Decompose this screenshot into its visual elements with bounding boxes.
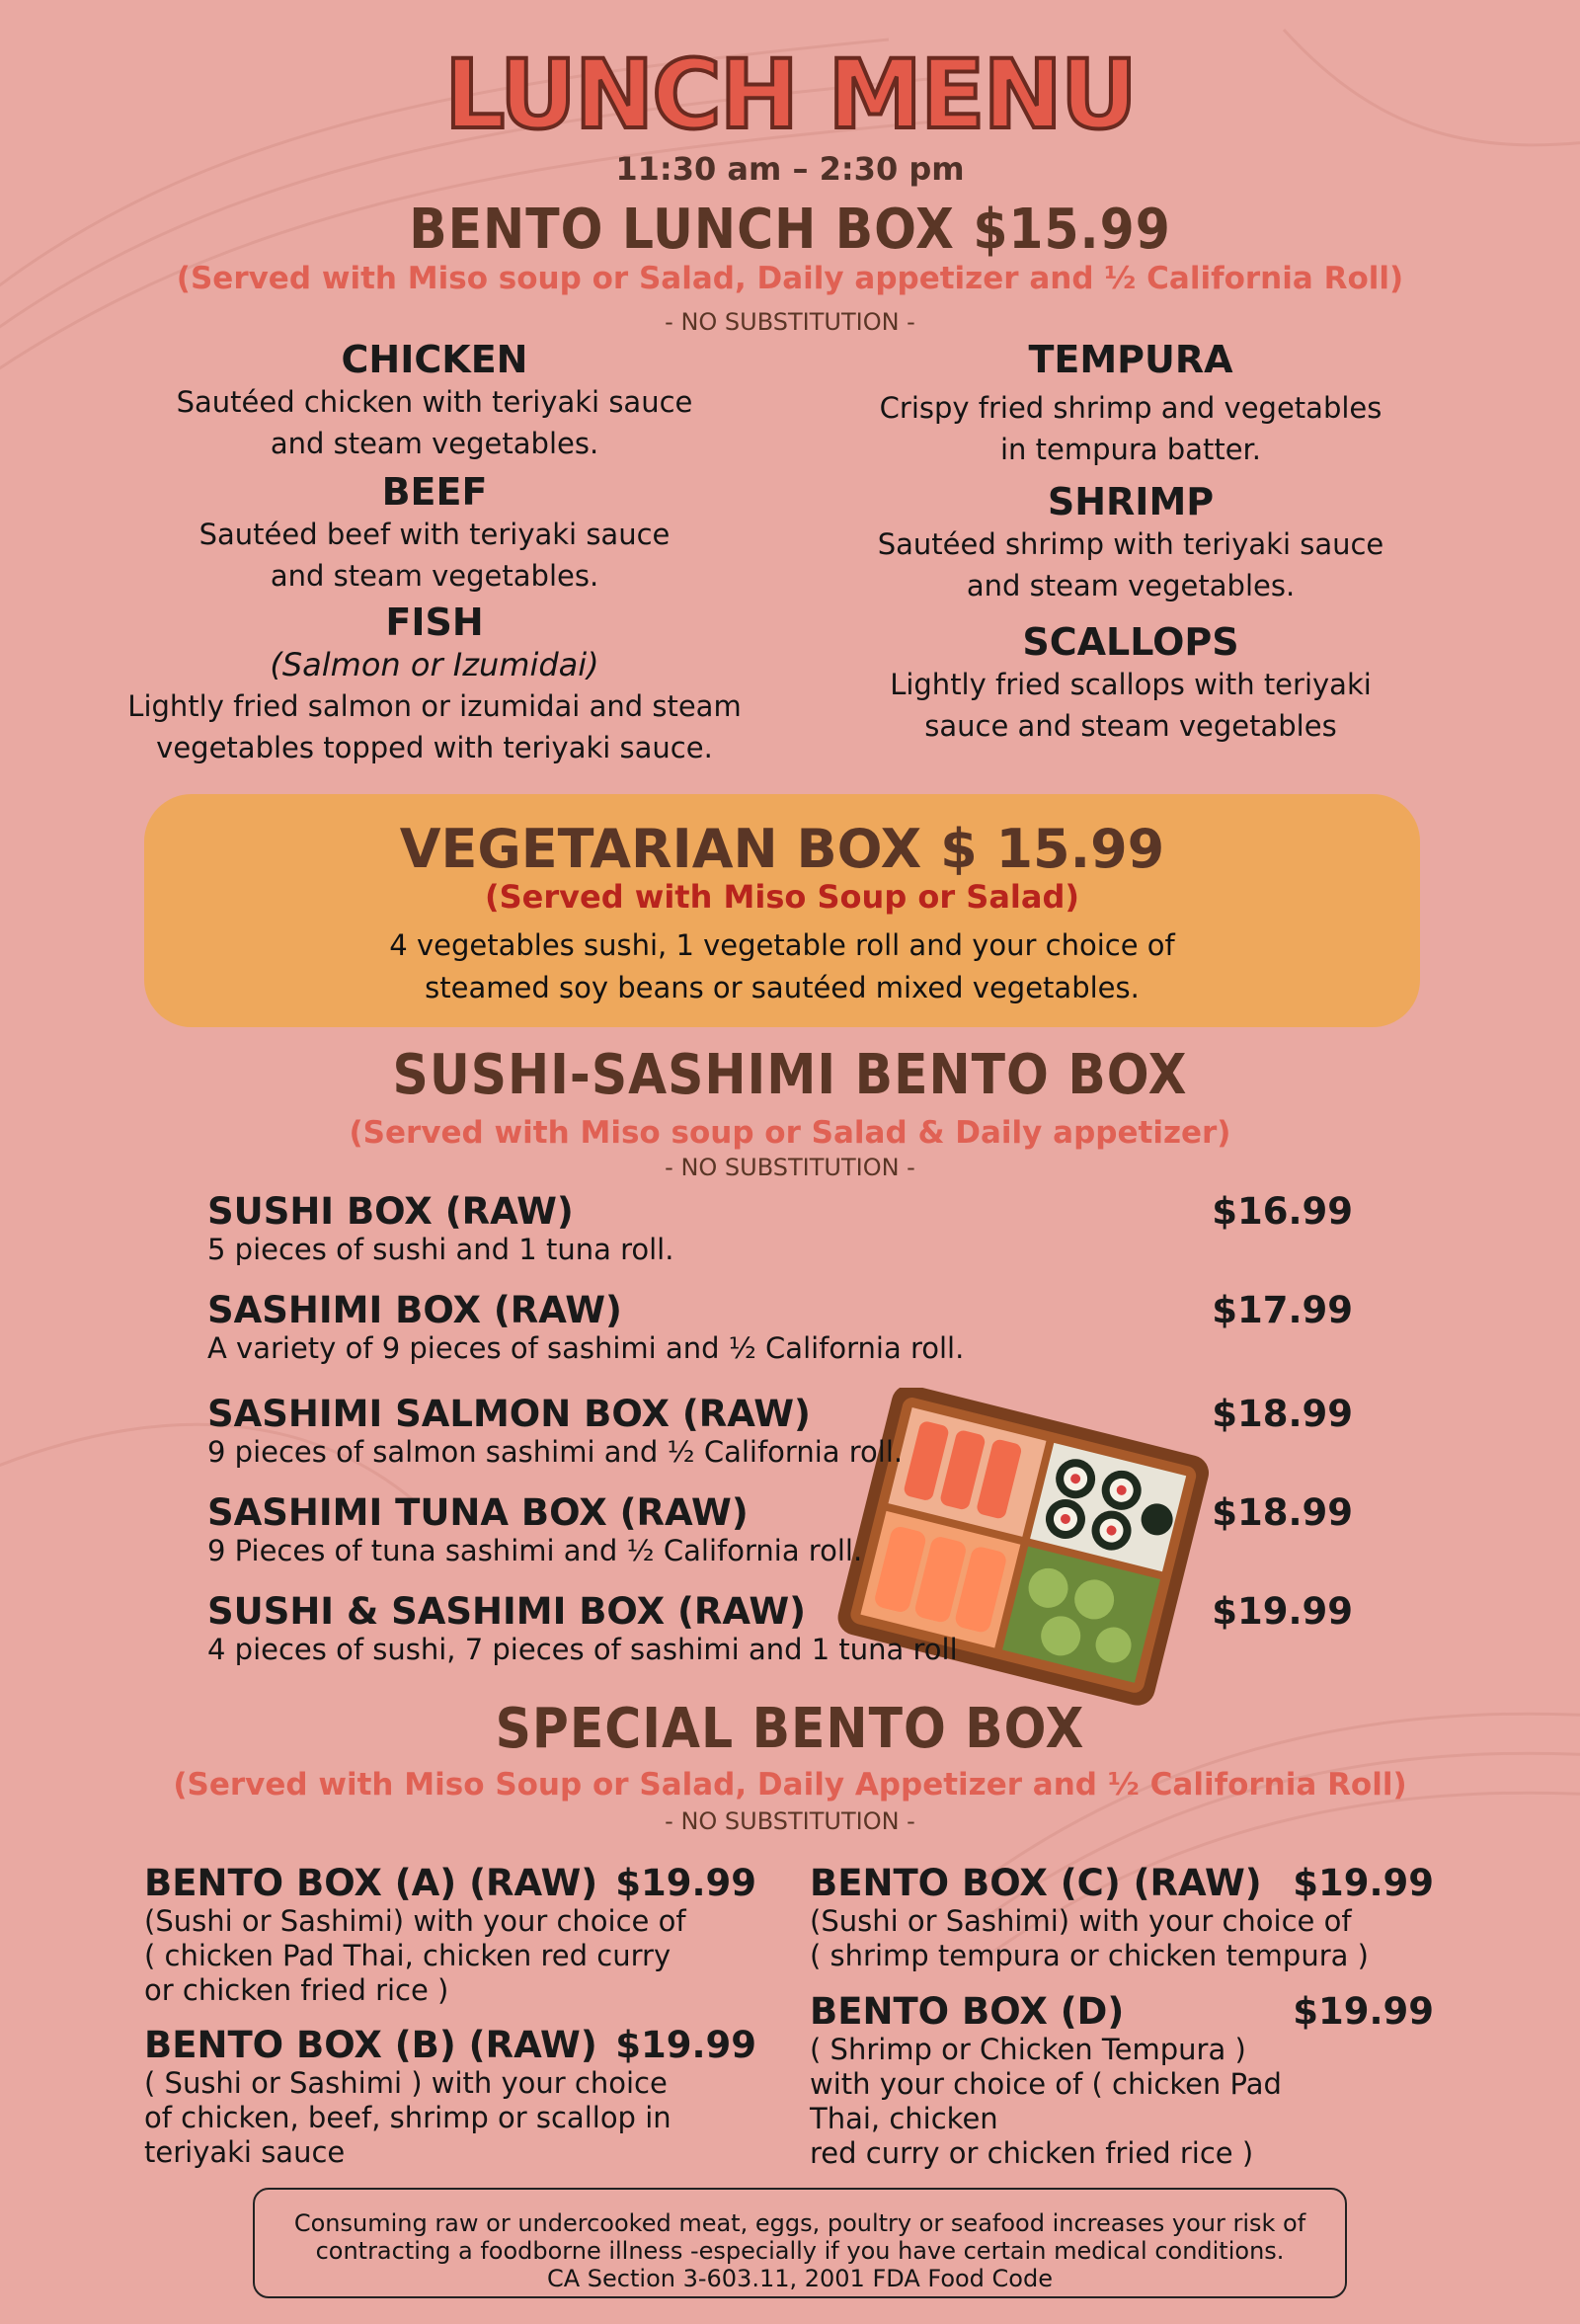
sp-price: $19.99	[1293, 1990, 1434, 2033]
row-desc: 9 pieces of salmon sashimi and ½ California roll.	[207, 1435, 904, 1469]
notice-line: Consuming raw or undercooked meat, eggs, poultry or seafood increases your risk of	[293, 2209, 1306, 2237]
vegetarian-desc	[144, 924, 1420, 1009]
row-desc: 5 pieces of sushi and 1 tuna roll.	[207, 1233, 674, 1266]
row-price: $19.99	[1212, 1590, 1353, 1633]
item-name: SHRIMP	[1047, 480, 1215, 523]
menu-row	[207, 1590, 1353, 1666]
special-bento-served: (Served with Miso Soup or Salad, Daily Appetizer and ½ California Roll)	[173, 1767, 1407, 1803]
sp-desc: ( Shrimp or Chicken Tempura )	[810, 2033, 1246, 2066]
sp-price: $19.99	[1293, 1862, 1434, 1904]
sushi-sashimi-nosub: - NO SUBSTITUTION -	[665, 1154, 915, 1181]
bento-lunch-served: (Served with Miso soup or Salad, Daily appetizer and ½ California Roll)	[176, 261, 1404, 296]
sp-desc: (Sushi or Sashimi) with your choice of	[810, 1904, 1352, 1938]
item-name: TEMPURA	[1028, 338, 1233, 381]
menu-row	[207, 1491, 1353, 1567]
item-desc: in tempura batter.	[999, 433, 1262, 466]
row-name: SASHIMI TUNA BOX (RAW)	[207, 1491, 749, 1534]
row-name: SASHIMI SALMON BOX (RAW)	[207, 1393, 811, 1435]
sp-price: $19.99	[615, 2024, 756, 2066]
bento-lunch-nosub: - NO SUBSTITUTION -	[665, 308, 915, 336]
bento-item-chicken	[79, 338, 790, 464]
notice-line: CA Section 3-603.11, 2001 FDA Food Code	[546, 2265, 1053, 2292]
menu-row	[207, 1289, 1353, 1365]
row-name: SASHIMI BOX (RAW)	[207, 1289, 622, 1331]
vegetarian-served: (Served with Miso Soup or Salad)	[485, 878, 1079, 916]
vegetarian-desc-line: steamed soy beans or sautéed mixed vegetables.	[425, 971, 1140, 1004]
sp-desc: (Sushi or Sashimi) with your choice of	[144, 1904, 686, 1938]
special-item-d	[810, 1990, 1434, 2171]
item-desc: Crispy fried shrimp and vegetables	[879, 391, 1382, 425]
item-desc: and steam vegetables.	[270, 559, 599, 593]
bento-item-tempura	[775, 338, 1486, 470]
sp-name: BENTO BOX (D)	[810, 1990, 1125, 2033]
row-price: $16.99	[1212, 1190, 1353, 1233]
row-price: $18.99	[1212, 1393, 1353, 1435]
sushi-sashimi-title: SUSHI-SASHIMI BENTO BOX	[392, 1043, 1188, 1107]
item-desc: Lightly fried scallops with teriyaki	[890, 668, 1372, 701]
row-name: SUSHI BOX (RAW)	[207, 1190, 574, 1233]
special-bento-title: SPECIAL BENTO BOX	[495, 1697, 1085, 1761]
notice-line: contracting a foodborne illness -especially if you have certain medical conditions.	[315, 2237, 1285, 2265]
item-name: CHICKEN	[341, 338, 528, 381]
sushi-sashimi-served: (Served with Miso soup or Salad & Daily appetizer)	[349, 1115, 1231, 1151]
row-price: $18.99	[1212, 1491, 1353, 1534]
sp-desc: ( shrimp tempura or chicken tempura )	[810, 1939, 1369, 1972]
special-item-a	[144, 1862, 756, 2008]
sp-name: BENTO BOX (C) (RAW)	[810, 1862, 1262, 1904]
special-bento-nosub: - NO SUBSTITUTION -	[665, 1807, 915, 1835]
sp-desc: ( chicken Pad Thai, chicken red curry	[144, 1939, 672, 1972]
item-desc: Sautéed shrimp with teriyaki sauce	[877, 527, 1384, 561]
item-name: FISH	[385, 601, 484, 644]
item-desc: vegetables topped with teriyaki sauce.	[156, 731, 713, 764]
menu-row	[207, 1393, 1353, 1469]
bento-lunch-title: BENTO LUNCH BOX $15.99	[409, 198, 1171, 262]
bento-item-fish	[79, 601, 790, 768]
sp-price: $19.99	[615, 1862, 756, 1904]
sp-desc: Thai, chicken	[810, 2102, 998, 2135]
row-price: $17.99	[1212, 1289, 1353, 1331]
item-subtitle: (Salmon or Izumidai)	[270, 646, 599, 683]
item-name: BEEF	[381, 470, 488, 514]
item-desc: and steam vegetables.	[270, 427, 599, 460]
row-desc: 4 pieces of sushi, 7 pieces of sashimi and 1 tuna roll	[207, 1633, 958, 1666]
menu-row	[207, 1190, 1353, 1266]
sp-desc: or chicken fried rice )	[144, 1973, 449, 2007]
item-desc: and steam vegetables.	[966, 569, 1296, 602]
bento-item-shrimp	[775, 480, 1486, 606]
bento-item-scallops	[775, 620, 1486, 747]
row-desc: A variety of 9 pieces of sashimi and ½ California roll.	[207, 1331, 965, 1365]
row-name: SUSHI & SASHIMI BOX (RAW)	[207, 1590, 807, 1633]
special-item-c	[810, 1862, 1434, 1973]
sp-name: BENTO BOX (A) (RAW)	[144, 1862, 598, 1904]
sp-desc: teriyaki sauce	[144, 2135, 346, 2169]
item-desc: sauce and steam vegetables	[924, 709, 1337, 743]
item-name: SCALLOPS	[1022, 620, 1239, 664]
item-desc: Sautéed beef with teriyaki sauce	[198, 518, 671, 551]
item-desc: Lightly fried salmon or izumidai and steam	[127, 689, 742, 723]
row-desc: 9 Pieces of tuna sashimi and ½ California roll.	[207, 1534, 863, 1567]
food-safety-notice	[253, 2188, 1347, 2298]
sp-name: BENTO BOX (B) (RAW)	[144, 2024, 597, 2066]
sp-desc: red curry or chicken fried rice )	[810, 2136, 1254, 2170]
sp-desc: with your choice of ( chicken Pad	[810, 2067, 1282, 2101]
vegetarian-desc-line: 4 vegetables sushi, 1 vegetable roll and your choice of	[389, 928, 1175, 962]
lunch-hours: 11:30 am – 2:30 pm	[615, 150, 965, 188]
sp-desc: of chicken, beef, shrimp or scallop in	[144, 2101, 672, 2134]
special-item-b	[144, 2024, 756, 2170]
bento-item-beef	[79, 470, 790, 597]
sp-desc: ( Sushi or Sashimi ) with your choice	[144, 2066, 668, 2100]
item-desc: Sautéed chicken with teriyaki sauce	[176, 385, 693, 419]
vegetarian-title: VEGETARIAN BOX $ 15.99	[399, 818, 1165, 880]
menu-title: LUNCH MENU	[444, 40, 1136, 150]
